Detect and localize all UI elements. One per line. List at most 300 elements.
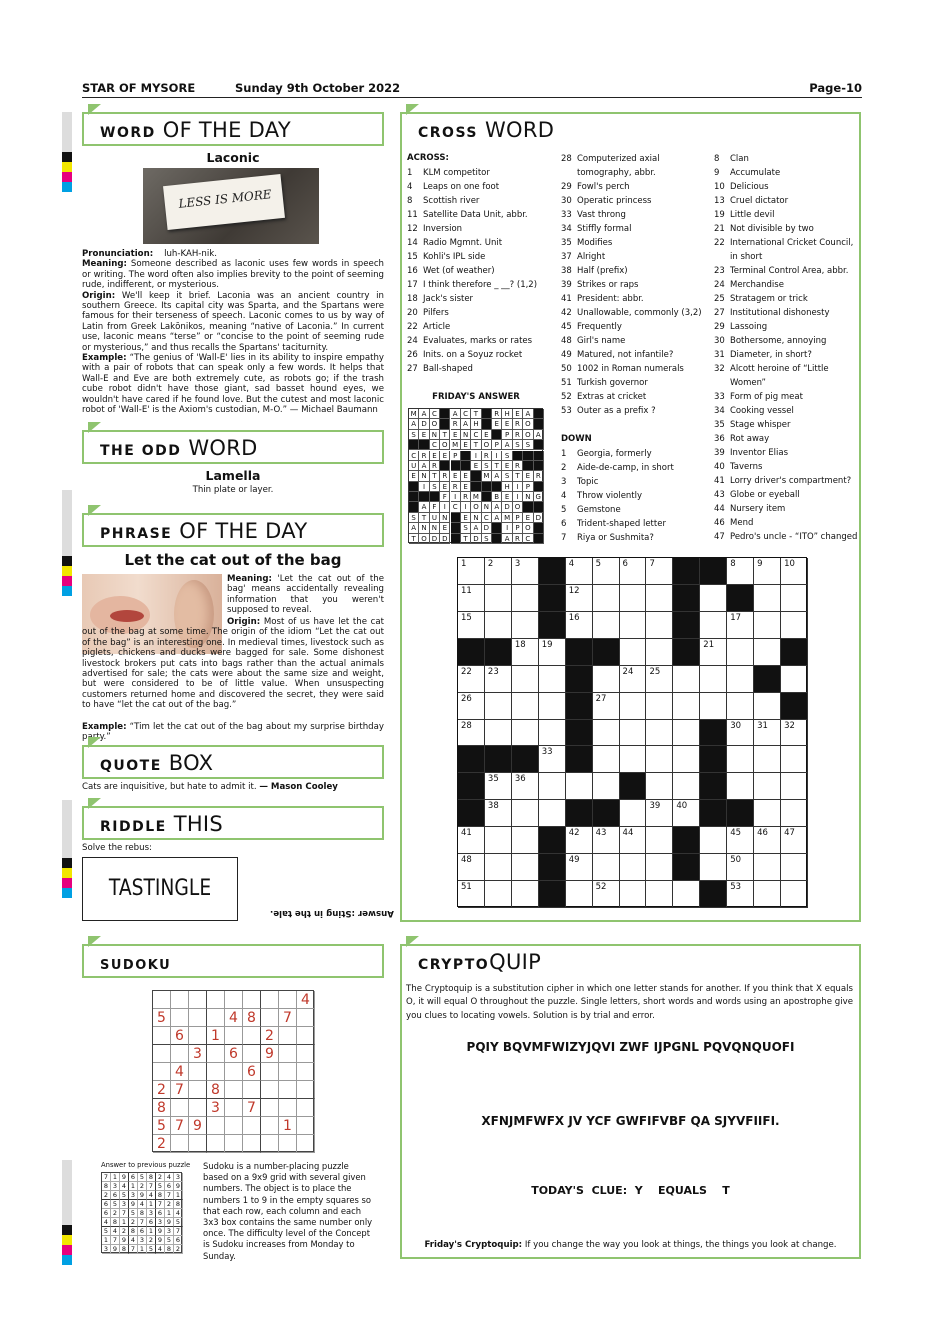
sudoku-cell[interactable] — [171, 991, 189, 1009]
crossword-cell[interactable]: 1 — [458, 558, 485, 585]
clue-line: 37 Alright — [561, 252, 606, 262]
friday-answer-cell: R — [513, 430, 523, 440]
crossword-cell[interactable] — [512, 693, 539, 720]
crossword-cell[interactable]: 17 — [727, 612, 754, 639]
friday-answer-cell — [482, 419, 492, 429]
color-swatch — [62, 152, 72, 162]
friday-answer-cell — [523, 451, 533, 461]
sudoku-cell[interactable] — [225, 991, 243, 1009]
crossword-cell[interactable]: 39 — [646, 800, 673, 827]
crossword-cell[interactable] — [485, 854, 512, 881]
crossword-cell[interactable]: 30 — [727, 720, 754, 747]
crossword-cell[interactable] — [673, 746, 700, 773]
clue-line: 33 Form of pig meat — [714, 392, 803, 402]
sudoku-cell[interactable] — [189, 1027, 207, 1045]
crossword-black-cell — [458, 746, 485, 773]
friday-answer-cell: N — [430, 430, 440, 440]
crossword-cell[interactable] — [754, 585, 781, 612]
previous-answer-cell: 6 — [102, 1200, 111, 1209]
friday-answer-cell: R — [430, 461, 440, 471]
crossword-cell[interactable] — [566, 881, 593, 908]
crossword-cell[interactable]: 51 — [458, 881, 485, 908]
sudoku-cell[interactable] — [279, 991, 297, 1009]
friday-answer-cell: I — [461, 502, 471, 512]
crossword-cell[interactable]: 9 — [754, 558, 781, 585]
crossword-cell[interactable] — [781, 612, 808, 639]
friday-answer-cell: O — [440, 440, 450, 450]
crossword-cell[interactable] — [539, 666, 566, 693]
crossword-cell[interactable] — [646, 585, 673, 612]
crossword-cell[interactable] — [646, 881, 673, 908]
friday-answer-cell: G — [534, 492, 544, 502]
crossword-cell[interactable] — [512, 585, 539, 612]
crossword-cell[interactable] — [512, 827, 539, 854]
crossword-cell[interactable] — [754, 881, 781, 908]
friday-answer-cell: C — [409, 451, 419, 461]
friday-answer-cell: I — [419, 482, 429, 492]
sudoku-cell[interactable] — [207, 1135, 225, 1153]
crossword-cell[interactable] — [727, 746, 754, 773]
crossword-cell[interactable] — [620, 854, 647, 881]
sudoku-cell[interactable] — [171, 1099, 189, 1117]
crossword-cell[interactable]: 18 — [512, 639, 539, 666]
sudoku-cell[interactable] — [243, 991, 261, 1009]
clue-line: Women” — [730, 378, 766, 388]
sudoku-cell[interactable] — [243, 1117, 261, 1135]
crossword-black-cell — [593, 800, 620, 827]
crossword-cell[interactable]: 10 — [781, 558, 808, 585]
sudoku-cell[interactable] — [207, 1045, 225, 1063]
image-caption: LESS IS MORE — [177, 187, 273, 211]
crossword-cell[interactable]: 44 — [620, 827, 647, 854]
crossword-cell[interactable]: 11 — [458, 585, 485, 612]
sudoku-cell[interactable] — [153, 1063, 171, 1081]
friday-answer-cell: E — [451, 430, 461, 440]
less-is-more-image — [143, 168, 319, 244]
sudoku-cell[interactable] — [153, 1027, 171, 1045]
clue-line: 19 Little devil — [714, 210, 775, 220]
sudoku-cell[interactable] — [297, 1135, 315, 1153]
crossword-cell[interactable] — [620, 693, 647, 720]
sudoku-cell: 7 — [243, 1099, 261, 1117]
previous-answer-cell: 7 — [156, 1200, 165, 1209]
sudoku-cell[interactable] — [261, 1063, 279, 1081]
crossword-cell[interactable] — [593, 666, 620, 693]
crossword-cell[interactable]: 49 — [566, 854, 593, 881]
registration-bar — [62, 800, 72, 858]
sudoku-cell: 2 — [261, 1027, 279, 1045]
sudoku-cell[interactable] — [261, 1009, 279, 1027]
sudoku-cell[interactable] — [243, 1045, 261, 1063]
crossword-cell[interactable] — [593, 773, 620, 800]
crossword-cell[interactable]: 2 — [485, 558, 512, 585]
sudoku-cell[interactable] — [261, 1117, 279, 1135]
clue-line: 39 Inventor Elias — [714, 448, 789, 458]
crossword-cell[interactable] — [700, 666, 727, 693]
crossword-black-cell — [566, 746, 593, 773]
friday-answer-cell: A — [492, 513, 502, 523]
crossword-cell[interactable] — [566, 773, 593, 800]
friday-answer-cell: A — [419, 409, 429, 419]
friday-answer-cell: T — [513, 471, 523, 481]
crossword-cell[interactable] — [754, 773, 781, 800]
previous-answer-cell: 3 — [129, 1191, 138, 1200]
crossword-cell[interactable] — [539, 720, 566, 747]
crossword-cell[interactable] — [512, 612, 539, 639]
previous-answer-cell: 2 — [120, 1227, 129, 1236]
crossword-cell[interactable] — [512, 800, 539, 827]
sudoku-cell[interactable] — [243, 1081, 261, 1099]
friday-answer-cell: B — [492, 492, 502, 502]
crossword-cell[interactable] — [646, 746, 673, 773]
crossword-cell[interactable]: 15 — [458, 612, 485, 639]
sudoku-cell[interactable] — [297, 1009, 315, 1027]
crossword-cell[interactable] — [673, 773, 700, 800]
color-swatch — [62, 586, 72, 596]
crossword-cell[interactable]: 7 — [646, 558, 673, 585]
crossword-cell[interactable] — [485, 612, 512, 639]
crossword-cell[interactable] — [485, 693, 512, 720]
sudoku-cell[interactable] — [207, 1063, 225, 1081]
friday-answer-cell: M — [471, 492, 481, 502]
sudoku-cell[interactable] — [261, 1081, 279, 1099]
sudoku-cell[interactable] — [207, 1117, 225, 1135]
crossword-cell[interactable]: 41 — [458, 827, 485, 854]
sudoku-cell[interactable] — [189, 1099, 207, 1117]
crossword-cell[interactable] — [727, 773, 754, 800]
crossword-black-cell — [700, 720, 727, 747]
crossword-cell[interactable] — [485, 881, 512, 908]
word-of-day-box — [82, 112, 384, 146]
crossword-cell[interactable] — [485, 827, 512, 854]
crossword-cell[interactable] — [754, 612, 781, 639]
sudoku-cell[interactable] — [261, 991, 279, 1009]
crossword-cell[interactable] — [593, 720, 620, 747]
crossword-cell[interactable] — [620, 585, 647, 612]
crossword-cell[interactable] — [727, 666, 754, 693]
crossword-cell[interactable]: 8 — [727, 558, 754, 585]
sudoku-cell[interactable] — [189, 991, 207, 1009]
previous-answer-cell: 8 — [147, 1173, 156, 1182]
crossword-cell[interactable] — [485, 720, 512, 747]
friday-answer-cell — [534, 419, 544, 429]
previous-answer-cell: 7 — [174, 1227, 183, 1236]
sudoku-cell[interactable] — [189, 1063, 207, 1081]
crossword-cell[interactable]: 4 — [566, 558, 593, 585]
sudoku-cell[interactable] — [171, 1009, 189, 1027]
previous-answer-cell: 1 — [129, 1182, 138, 1191]
clue-line: 3 Topic — [561, 477, 599, 487]
crossword-cell[interactable] — [512, 854, 539, 881]
friday-answer-cell: O — [482, 440, 492, 450]
crossword-black-cell — [700, 773, 727, 800]
crossword-cell[interactable]: 28 — [458, 720, 485, 747]
sudoku-cell[interactable] — [279, 1099, 297, 1117]
sudoku-cell[interactable] — [297, 1063, 315, 1081]
crossword-cell[interactable] — [593, 585, 620, 612]
odd-word-meaning: Thin plate or layer. — [192, 485, 274, 495]
crossword-cell[interactable] — [646, 773, 673, 800]
crossword-cell[interactable] — [700, 693, 727, 720]
crossword-cell[interactable]: 42 — [566, 827, 593, 854]
crossword-cell[interactable]: 24 — [620, 666, 647, 693]
clue-line: 9 Accumulate — [714, 168, 781, 178]
previous-answer-cell: 3 — [102, 1245, 111, 1254]
crossword-cell[interactable] — [781, 746, 808, 773]
crossword-cell[interactable]: 45 — [727, 827, 754, 854]
crossword-cell[interactable] — [673, 881, 700, 908]
previous-answer-cell: 4 — [129, 1236, 138, 1245]
crossword-cell[interactable] — [781, 666, 808, 693]
sudoku-cell[interactable] — [279, 1027, 297, 1045]
previous-answer-cell: 8 — [129, 1227, 138, 1236]
sudoku-cell[interactable] — [189, 1135, 207, 1153]
sudoku-cell[interactable] — [279, 1063, 297, 1081]
registration-bar — [62, 112, 72, 152]
crossword-cell[interactable] — [754, 854, 781, 881]
crossword-cell[interactable]: 26 — [458, 693, 485, 720]
crossword-cell[interactable]: 35 — [485, 773, 512, 800]
friday-answer-cell — [492, 482, 502, 492]
sudoku-cell[interactable] — [297, 1045, 315, 1063]
crossword-cell[interactable]: 53 — [727, 881, 754, 908]
down-label: DOWN — [561, 434, 592, 444]
section-title: THE ODD WORD — [100, 436, 258, 460]
friday-answer-cell — [523, 461, 533, 471]
crossword-cell[interactable]: 5 — [593, 558, 620, 585]
friday-answer-cell: E — [461, 513, 471, 523]
sudoku-cell[interactable] — [279, 1081, 297, 1099]
sudoku-cell: 9 — [261, 1045, 279, 1063]
clue-line: 49 Matured, not infantile? — [561, 350, 674, 360]
sudoku-cell[interactable] — [261, 1135, 279, 1153]
crossword-cell[interactable] — [512, 881, 539, 908]
friday-answer-cell: C — [430, 440, 440, 450]
crossword-grid — [457, 557, 807, 907]
crossword-cell[interactable] — [754, 693, 781, 720]
crossword-cell[interactable]: 47 — [781, 827, 808, 854]
crossword-cell[interactable] — [539, 693, 566, 720]
previous-answer-cell: 9 — [138, 1191, 147, 1200]
crossword-black-cell — [700, 558, 727, 585]
crossword-cell[interactable] — [485, 585, 512, 612]
sudoku-cell[interactable] — [225, 1135, 243, 1153]
crossword-cell[interactable] — [781, 800, 808, 827]
crossword-cell[interactable] — [700, 612, 727, 639]
crossword-cell[interactable] — [646, 639, 673, 666]
crossword-black-cell — [727, 585, 754, 612]
crossword-cell[interactable] — [781, 881, 808, 908]
previous-answer-cell: 7 — [129, 1245, 138, 1254]
crossword-cell[interactable]: 6 — [620, 558, 647, 585]
clue-line: 27 Ball-shaped — [407, 364, 473, 374]
crossword-cell[interactable]: 50 — [727, 854, 754, 881]
sudoku-cell[interactable] — [225, 1027, 243, 1045]
sudoku-cell: 9 — [189, 1117, 207, 1135]
crossword-cell[interactable]: 38 — [485, 800, 512, 827]
friday-answer-cell: E — [440, 451, 450, 461]
sudoku-cell[interactable] — [171, 1045, 189, 1063]
clue-line: 41 President: abbr. — [561, 294, 644, 304]
sudoku-cell[interactable] — [225, 1081, 243, 1099]
crossword-black-cell — [700, 800, 727, 827]
crossword-cell[interactable] — [673, 720, 700, 747]
friday-answer-grid — [408, 408, 543, 543]
friday-answer-cell — [534, 409, 544, 419]
crossword-cell[interactable]: 43 — [593, 827, 620, 854]
sudoku-cell[interactable] — [297, 1027, 315, 1045]
crossword-cell[interactable] — [620, 746, 647, 773]
sudoku-cell[interactable] — [243, 1027, 261, 1045]
crossword-cell[interactable]: 19 — [539, 639, 566, 666]
friday-answer-cell: A — [451, 409, 461, 419]
crossword-cell[interactable] — [512, 666, 539, 693]
sudoku-cell[interactable] — [243, 1135, 261, 1153]
friday-answer-cell — [534, 534, 544, 544]
crossword-cell[interactable] — [646, 693, 673, 720]
crossword-cell[interactable]: 40 — [673, 800, 700, 827]
previous-answer-cell: 9 — [111, 1245, 120, 1254]
phrase-box — [82, 513, 384, 547]
crossword-cell[interactable] — [754, 746, 781, 773]
crossword-cell[interactable] — [673, 666, 700, 693]
crossword-cell[interactable]: 31 — [754, 720, 781, 747]
crossword-cell[interactable]: 52 — [593, 881, 620, 908]
friday-answer-cell: R — [451, 419, 461, 429]
friday-answer-cell: N — [471, 513, 481, 523]
friday-answer-cell: N — [440, 513, 450, 523]
crossword-cell[interactable] — [781, 585, 808, 612]
sudoku-cell[interactable] — [189, 1081, 207, 1099]
previous-answer-cell: 2 — [102, 1191, 111, 1200]
riddle-answer: Answer :Sting in the tale. — [270, 908, 394, 918]
across-clues-col2 — [561, 152, 702, 418]
crossword-cell[interactable] — [593, 854, 620, 881]
sudoku-cell[interactable] — [297, 1081, 315, 1099]
crossword-cell[interactable]: 23 — [485, 666, 512, 693]
crossword-black-cell — [485, 639, 512, 666]
friday-answer-cell: A — [534, 430, 544, 440]
crossword-black-cell — [700, 746, 727, 773]
sudoku-cell[interactable] — [225, 1117, 243, 1135]
crossword-cell[interactable] — [620, 881, 647, 908]
crossword-cell[interactable] — [781, 854, 808, 881]
crossword-cell[interactable] — [754, 800, 781, 827]
clue-line: 4 Throw violently — [561, 491, 643, 501]
friday-answer-cell: M — [502, 513, 512, 523]
previous-answer-cell: 7 — [138, 1218, 147, 1227]
friday-answer-cell: H — [502, 482, 512, 492]
friday-answer-cell: E — [471, 461, 481, 471]
sudoku-cell[interactable] — [189, 1009, 207, 1027]
sudoku-cell: 8 — [153, 1099, 171, 1117]
previous-answer-cell: 3 — [111, 1182, 120, 1191]
crossword-cell[interactable] — [512, 720, 539, 747]
crossword-cell[interactable]: 22 — [458, 666, 485, 693]
sudoku-cell[interactable] — [153, 1045, 171, 1063]
sudoku-cell: 2 — [153, 1081, 171, 1099]
sudoku-cell[interactable] — [279, 1045, 297, 1063]
sudoku-cell[interactable] — [207, 991, 225, 1009]
sudoku-cell[interactable] — [279, 1135, 297, 1153]
sudoku-cell[interactable] — [207, 1009, 225, 1027]
friday-answer-cell: S — [523, 440, 533, 450]
friday-answer-cell: I — [513, 482, 523, 492]
crossword-cell[interactable] — [646, 720, 673, 747]
clue-line: 47 Pedro's uncle - “ITO” changed — [714, 532, 858, 542]
crossword-cell[interactable]: 27 — [593, 693, 620, 720]
friday-answer-cell — [409, 482, 419, 492]
crossword-cell[interactable]: 3 — [512, 558, 539, 585]
previous-answer-cell: 9 — [120, 1173, 129, 1182]
crossword-cell[interactable]: 32 — [781, 720, 808, 747]
crossword-cell[interactable] — [620, 720, 647, 747]
friday-answer-cell: A — [409, 419, 419, 429]
sudoku-cell: 4 — [225, 1009, 243, 1027]
sudoku-cell[interactable] — [261, 1099, 279, 1117]
friday-answer-cell — [534, 461, 544, 471]
sudoku-cell[interactable] — [171, 1135, 189, 1153]
friday-answer-cell: I — [440, 502, 450, 512]
friday-answer-cell: R — [440, 471, 450, 481]
clue-line: 38 Half (prefix) — [561, 266, 628, 276]
crossword-cell[interactable] — [539, 800, 566, 827]
friday-answer-cell — [451, 523, 461, 533]
crossword-cell[interactable] — [700, 585, 727, 612]
previous-answer-cell: 9 — [129, 1200, 138, 1209]
crossword-cell[interactable] — [673, 693, 700, 720]
sudoku-cell[interactable] — [225, 1063, 243, 1081]
crossword-cell[interactable] — [620, 639, 647, 666]
crossword-cell[interactable] — [646, 854, 673, 881]
crossword-cell[interactable] — [593, 746, 620, 773]
crossword-cell[interactable] — [727, 693, 754, 720]
crossword-cell[interactable] — [781, 773, 808, 800]
friday-answer-cell: R — [513, 534, 523, 544]
crossword-cell[interactable]: 36 — [512, 773, 539, 800]
crossword-cell[interactable]: 46 — [754, 827, 781, 854]
sudoku-cell[interactable] — [297, 1117, 315, 1135]
crossword-cell[interactable]: 25 — [646, 666, 673, 693]
crossword-cell[interactable] — [646, 827, 673, 854]
crossword-cell[interactable]: 16 — [566, 612, 593, 639]
previous-answer-cell: 3 — [156, 1218, 165, 1227]
friday-answer-cell — [440, 419, 450, 429]
clue-line: 25 Stratagem or trick — [714, 294, 808, 304]
crossword-cell[interactable] — [754, 639, 781, 666]
quote-box — [82, 745, 384, 779]
friday-answer-cell: O — [523, 430, 533, 440]
crossword-cell[interactable] — [646, 612, 673, 639]
crossword-cell[interactable]: 48 — [458, 854, 485, 881]
sudoku-cell[interactable] — [297, 1099, 315, 1117]
crossword-cell[interactable] — [700, 827, 727, 854]
crossword-cell[interactable]: 33 — [539, 746, 566, 773]
crossword-cell[interactable] — [539, 773, 566, 800]
crossword-cell[interactable] — [620, 800, 647, 827]
crossword-cell[interactable] — [620, 612, 647, 639]
clue-line: 1 Georgia, formerly — [561, 449, 652, 459]
sudoku-cell[interactable] — [153, 991, 171, 1009]
crossword-cell[interactable] — [593, 612, 620, 639]
sudoku-cell[interactable] — [225, 1099, 243, 1117]
crossword-cell[interactable]: 21 — [700, 639, 727, 666]
crossword-cell[interactable] — [700, 854, 727, 881]
friday-answer-cell: D — [502, 502, 512, 512]
crossword-cell[interactable] — [727, 639, 754, 666]
crossword-cell[interactable]: 12 — [566, 585, 593, 612]
friday-answer-cell: R — [451, 482, 461, 492]
